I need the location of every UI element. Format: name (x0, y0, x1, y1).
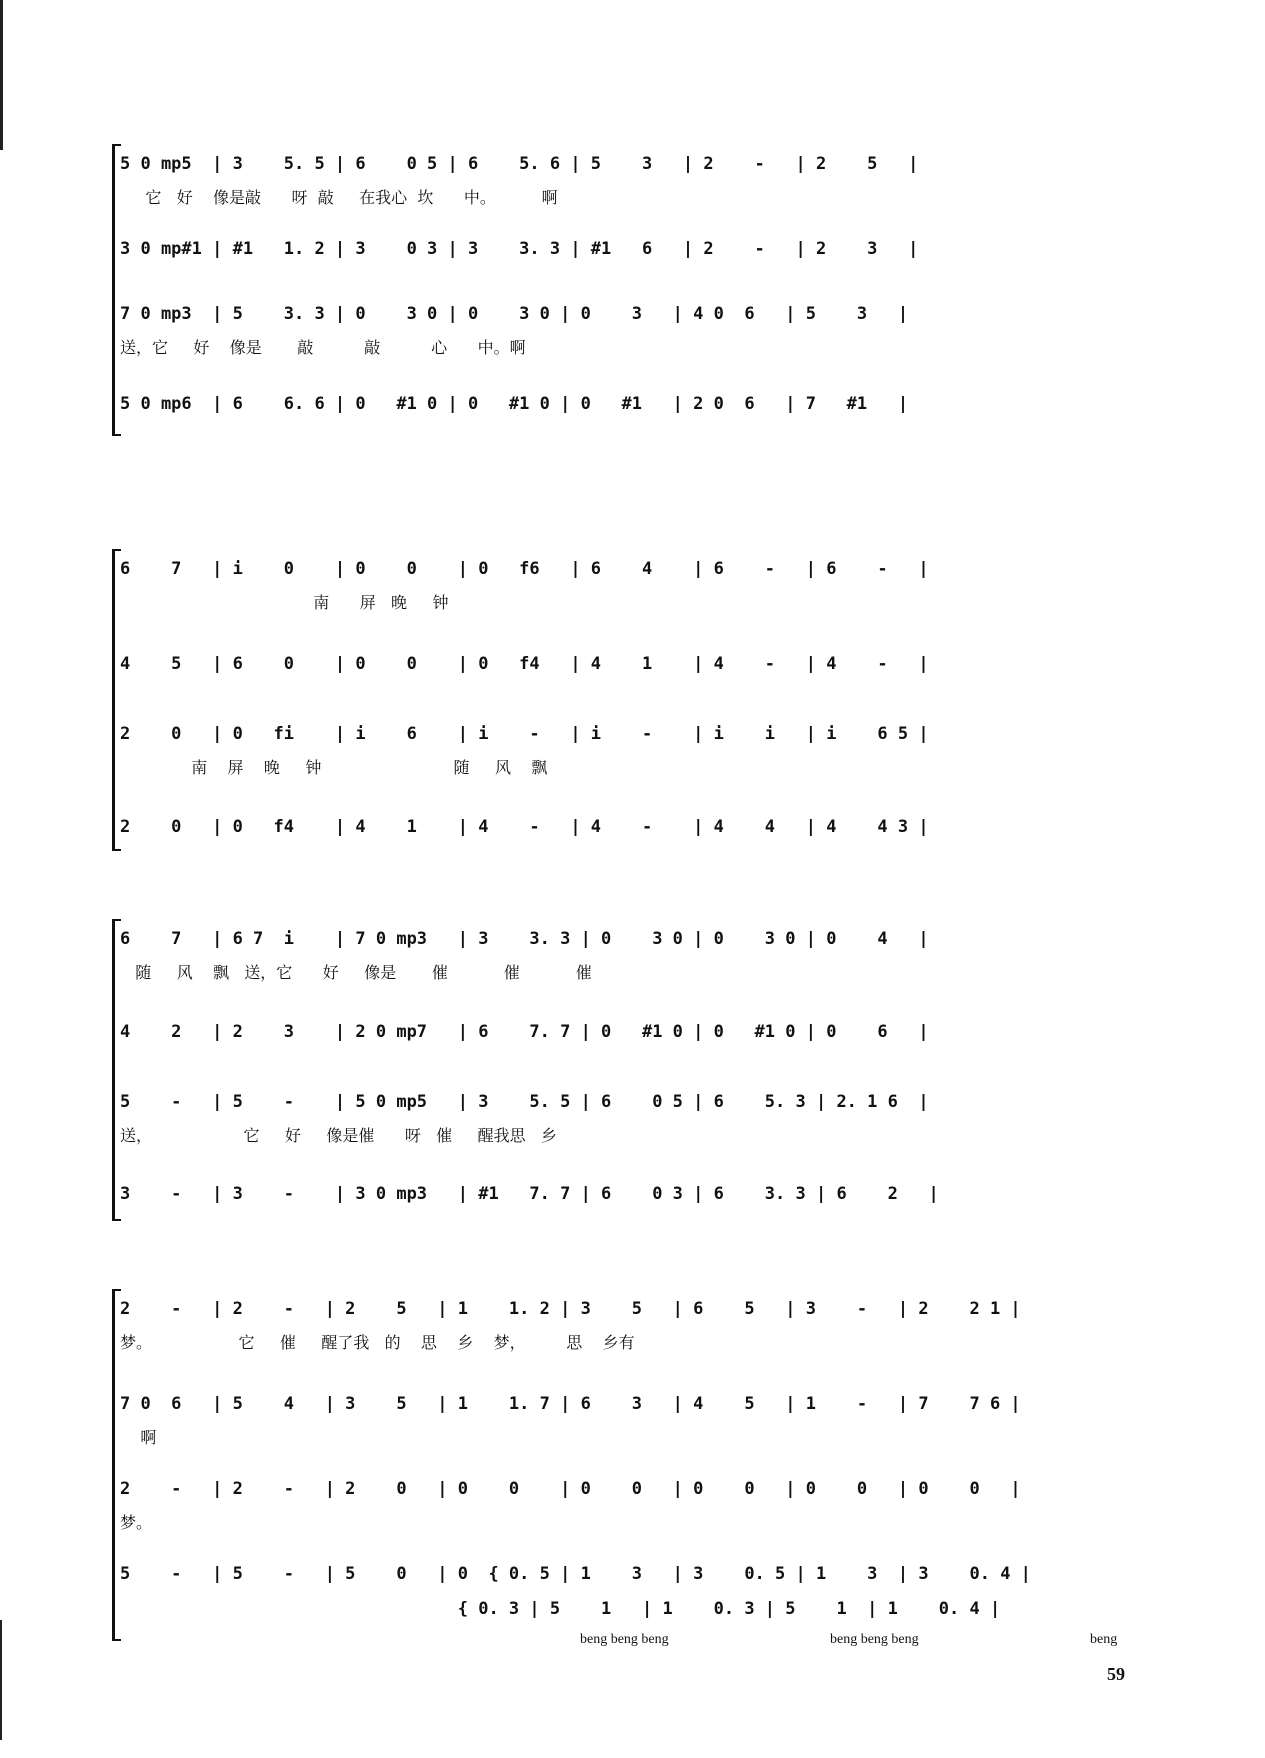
lyrics: 送，它 好 像是 敲 敲 心 中。啊 (120, 338, 526, 357)
left-edge-mark (0, 0, 3, 150)
notes: 3 - | 3 - | 3 0 mp3 | #1 7. 7 | 6 0 3 | 6 3. 3 | 6 2 | (120, 1184, 939, 1204)
notes: 2 - | 2 - | 2 0 | 0 0 | 0 0 | 0 0 | 0 0 | 0 0 | (120, 1479, 1021, 1499)
score-system-2 (120, 555, 1140, 845)
score-system-4 (120, 1295, 1140, 1635)
lyrics: 梦。 (120, 1513, 153, 1532)
lyrics: 啊 (120, 1428, 157, 1447)
voice-line-3 (120, 720, 1140, 777)
beng-group-3: beng (1090, 1632, 1118, 1647)
voice-line-2 (120, 1390, 1140, 1447)
notes: 6 7 | 6 7 i | 7 0 mp3 | 3 3. 3 | 0 3 0 | 0 3 0 | 0 4 | (120, 929, 929, 949)
voice-line-1 (120, 150, 1140, 207)
voice-line-1 (120, 555, 1140, 612)
notes: 6 7 | i 0 | 0 0 | 0 f6 | 6 4 | 6 - | 6 - | (120, 559, 929, 579)
notes: 5 - | 5 - | 5 0 mp5 | 3 5. 5 | 6 0 5 | 6 5. 3 | 2. 1 6 | (120, 1092, 929, 1112)
notes: 4 2 | 2 3 | 2 0 mp7 | 6 7. 7 | 0 #1 0 | 0 #1 0 | 0 6 | (120, 1022, 929, 1042)
voice-line-3 (120, 1475, 1140, 1532)
score-system-1 (120, 150, 1140, 430)
score-system-3 (120, 925, 1140, 1215)
page-number: 59 (1107, 1664, 1125, 1684)
lyrics: 南 屏 晚 钟 (120, 593, 449, 612)
notes: 2 - | 2 - | 2 5 | 1 1. 2 | 3 5 | 6 5 | 3 - | 2 2 1 | (120, 1299, 1021, 1319)
notes: 7 0 6 | 5 4 | 3 5 | 1 1. 7 | 6 3 | 4 5 | 1 - | 7 7 6 | (120, 1394, 1021, 1414)
beng-group-1: beng beng beng (580, 1632, 669, 1647)
notes: 4 5 | 6 0 | 0 0 | 0 f4 | 4 1 | 4 - | 4 - | (120, 654, 929, 674)
voice-line-2 (120, 650, 1140, 678)
voice-line-1 (120, 925, 1140, 982)
lyrics: 它 好 像是敲 呀 敲 在我心 坎 中。 啊 (120, 188, 558, 207)
voice-line-4 (120, 390, 1140, 418)
notes: 2 0 | 0 fi | i 6 | i - | i - | i i | i 6 5 | (120, 724, 929, 744)
beng-group-2: beng beng beng (830, 1632, 919, 1647)
notes: 5 - | 5 - | 5 0 | 0 { 0. 5 | 1 3 | 3 0. 5 | 1 3 | 3 0. 4 | (120, 1564, 1031, 1584)
voice-line-3 (120, 1088, 1140, 1145)
notes: 3 0 mp#1 | #1 1. 2 | 3 0 3 | 3 3. 3 | #1 6 | 2 - | 2 3 | (120, 239, 919, 259)
notes: 5 0 mp6 | 6 6. 6 | 0 #1 0 | 0 #1 0 | 0 #1 | 2 0 6 | 7 #1 | (120, 394, 909, 414)
lyrics: 南 屏 晚 钟 随 风 飘 (120, 758, 548, 777)
voice-line-1 (120, 1295, 1140, 1352)
voice-line-4 (120, 1180, 1140, 1208)
lyrics: 随 风 飘 送，它 好 像是 催 催 催 (120, 963, 592, 982)
voice-line-4 (120, 813, 1140, 841)
voice-line-4 (120, 1560, 1140, 1588)
notes: { 0. 3 | 5 1 | 1 0. 3 | 5 1 | 1 0. 4 | (120, 1599, 1001, 1619)
voice-line-4-lower (120, 1595, 1140, 1623)
notes: 7 0 mp3 | 5 3. 3 | 0 3 0 | 0 3 0 | 0 3 | 4 0 6 | 5 3 | (120, 304, 909, 324)
lyrics: 送， 它 好 像是催 呀 催 醒我思 乡 (120, 1126, 557, 1145)
left-edge-mark-lower (0, 1620, 2, 1740)
beng-syllables (580, 1632, 1120, 1652)
voice-line-3 (120, 300, 1140, 357)
voice-line-2 (120, 235, 1140, 263)
notes: 5 0 mp5 | 3 5. 5 | 6 0 5 | 6 5. 6 | 5 3 | 2 - | 2 5 | (120, 154, 919, 174)
notes: 2 0 | 0 f4 | 4 1 | 4 - | 4 - | 4 4 | 4 4 3 | (120, 817, 929, 837)
voice-line-2 (120, 1018, 1140, 1046)
lyrics: 梦。 它 催 醒了我 的 思 乡 梦， 思 乡有 (120, 1333, 635, 1352)
